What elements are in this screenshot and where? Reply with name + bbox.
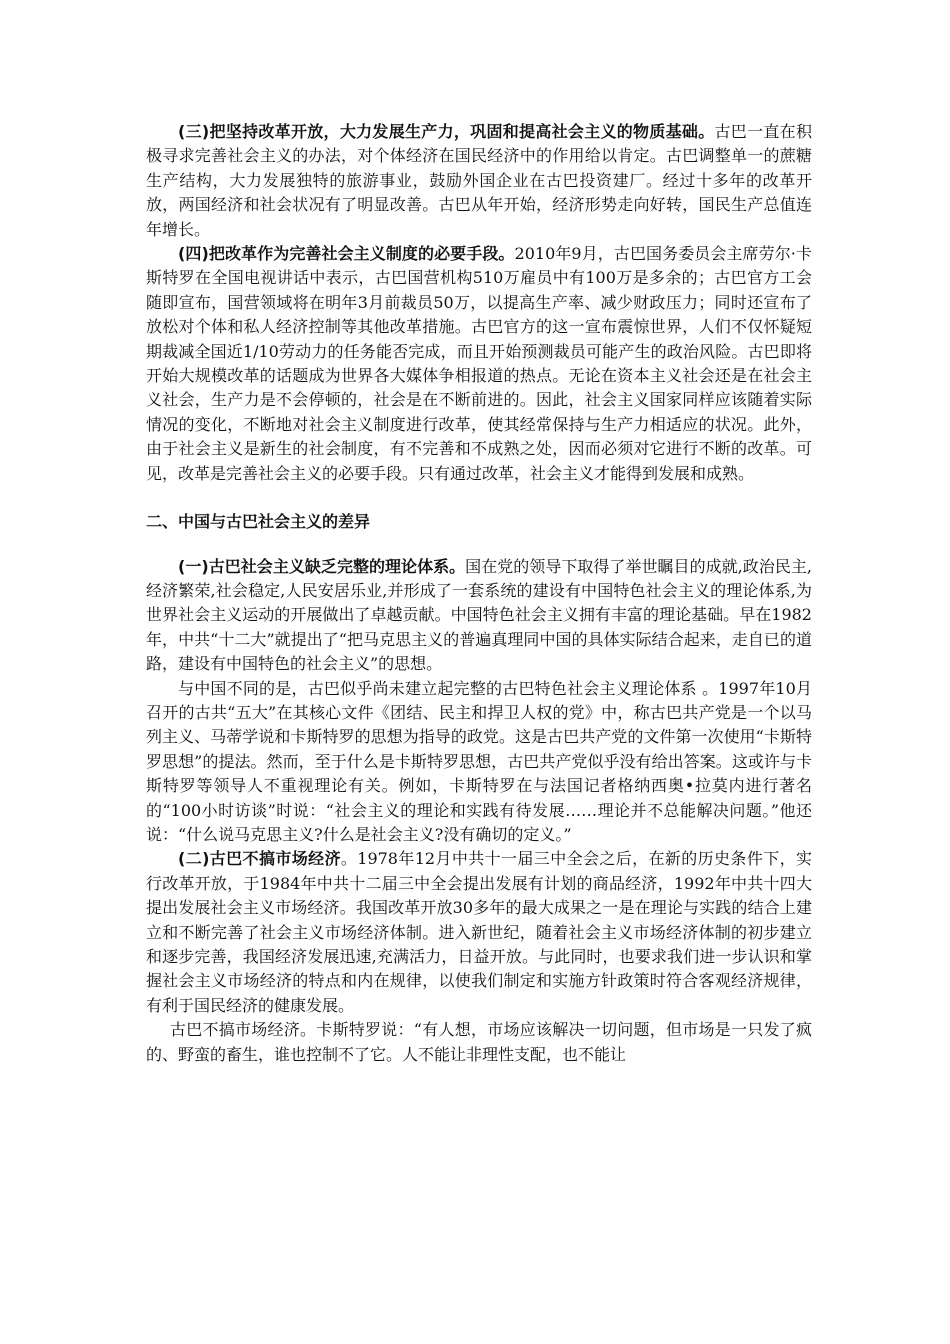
paragraph-lead: (三)把坚持改革开放，大力发展生产力，巩固和提高社会主义的物质基础。 — [178, 122, 715, 141]
paragraph-cuba-market — [146, 1018, 812, 1067]
section-heading: 二、中国与古巴社会主义的差异 — [146, 512, 371, 532]
paragraph-text: 2010年9月，古巴国务委员会主席劳尔·卡斯特罗在全国电视讲话中表示，古巴国营机构510万雇员中有100万是多余的；古巴官方工会随即宣布，国营领域将在明年3月前裁员50万，以提高生产率、减少财政压力；同时还宣布了放松对个体和私人经济控制等其他改革措施。古巴官方的这一宣布震惊世界，人们不仅怀疑短期裁减全国近1/10劳动力的任务能否完成，而且开始预测裁员可能产生的政治风险。古巴即将开始大规模改革的话题成为世界各大媒体争相报道的热点。无论在资本主义社会还是在社会主义社会，生产力是不会停顿的，社会是在不断前进的。因此，社会主义国家同样应该随着实际情况的变化，不断地对社会主义制度进行改革，使其经常保持与生产力相适应的状况。此外，由于社会主义是新生的社会制度，有不完善和不成熟之处，因而必须对它进行不断的改革。可见，改革是完善社会主义的必要手段。只有通过改革，社会主义才能得到发展和成熟。 — [146, 244, 812, 483]
paragraph-cuba-theory — [146, 677, 812, 848]
paragraph-reform-opening — [146, 120, 812, 242]
document-body — [146, 120, 812, 1067]
paragraph-reform-means — [146, 242, 812, 486]
paragraph-lead: (四)把改革作为完善社会主义制度的必要手段。 — [178, 244, 515, 264]
paragraph-text: 。1978年12月中共十一届三中全会之后，在新的历史条件下，实行改革开放，于1984年中共十二届三中全会提出发展有计划的商品经济，1992年中共十四大提出发展社会主义市场经济。我国改革开放30多年的最大成果之一是在理论与实践的结合上建立和不断完善了社会主义市场经济体制。进入新世纪，随着社会主义市场经济体制的初步建立和逐步完善，我国经济发展迅速,充满活力，日益开放。与此同时，也要求我们进一步认识和掌握社会主义市场经济的特点和内在规律，以使我们制定和实施方针政策时符合客观经济规律，有利于国民经济的健康发展。 — [146, 849, 812, 1015]
paragraph-text: 古巴一直在积极寻求完善社会主义的办法，对个体经济在国民经济中的作用给以肯定。古巴调整单一的蔗糖生产结构，大力发展独特的旅游事业，鼓励外国企业在古巴投资建厂。经过十多年的改革开放，两国经济和社会状况有了明显改善。古巴从年开始，经济形势走向好转，国民生产总值连年增长。 — [146, 122, 812, 239]
paragraph-text: 与中国不同的是，古巴似乎尚未建立起完整的古巴特色社会主义理论体系 。1997年10月召开的古共“五大”在其核心文件《团结、民主和捍卫人权的党》中，称古巴共产党是一个以马列主义、马蒂学说和卡斯特罗的思想为指导的政党。这是古巴共产党的文件第一次使用“卡斯特罗思想”的提法。然而，至于什么是卡斯特罗思想，古巴共产党似乎没有给出答案。这或许与卡斯特罗等领导人不重视理论有关。例如，卡斯特罗在与法国记者格纳西奥•拉莫内进行著名的“100小时访谈”时说：“社会主义的理论和实践有待发展……理论并不总能解决问题。”他还说：“什么说马克思主义?什么是社会主义?没有确切的定义。” — [146, 678, 812, 844]
paragraph-market-economy — [146, 847, 812, 1018]
paragraph-theory-system — [146, 555, 812, 677]
paragraph-text: 古巴不搞市场经济。卡斯特罗说：“有人想，市场应该解决一切问题，但市场是一只发了疯的、野蛮的畜生，谁也控制不了它。人不能让非理性支配，也不能让 — [146, 1020, 812, 1064]
paragraph-lead: (二)古巴不搞市场经济 — [178, 849, 341, 869]
paragraph-text: 国在党的领导下取得了举世瞩目的成就,政治民主,经济繁荣,社会稳定,人民安居乐业,并形成了一套系统的建设有中国特色社会主义的理论体系,为世界社会主义运动的开展做出了卓越贡献。中国特色社会主义拥有丰富的理论基础。早在1982年，中共“十二大”就提出了“把马克思主义的普遍真理同中国的具体实际结合起来，走自已的道路，建设有中国特色的社会主义”的思想。 — [146, 556, 812, 674]
paragraph-lead: (一)古巴社会主义缺乏完整的理论体系。 — [178, 556, 466, 576]
